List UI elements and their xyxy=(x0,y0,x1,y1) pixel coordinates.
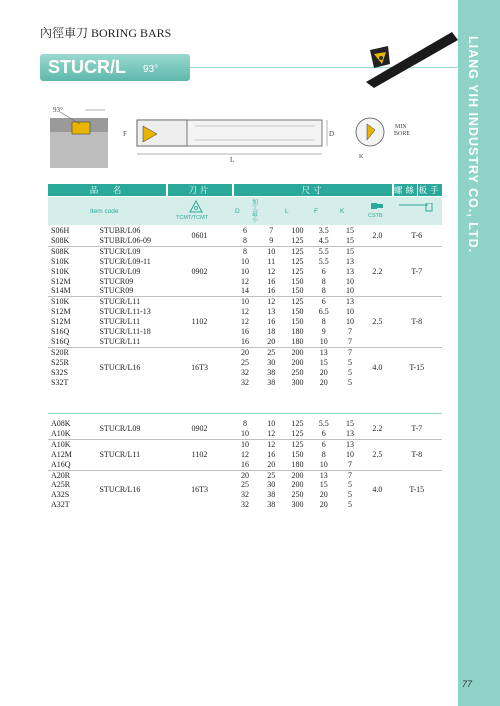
table-cell: 38 xyxy=(267,490,276,500)
table-cell: T-7 xyxy=(391,246,442,297)
table-cell: 10 xyxy=(240,428,249,438)
table-cell: 13 xyxy=(311,470,337,480)
table-cell: 3.5 xyxy=(318,226,329,235)
table-cell: A20R xyxy=(48,470,96,480)
table-cell: STUCR/L16 xyxy=(96,470,167,510)
table-cell: A32S xyxy=(51,490,70,500)
table-cell: STUCR/L09 xyxy=(99,266,141,276)
table-cell: 13 xyxy=(337,297,363,307)
table-row xyxy=(48,439,442,449)
table-cell: 7 xyxy=(348,336,353,346)
table-cell: STUCR/L09 xyxy=(99,423,141,433)
table-cell: 180 xyxy=(291,459,304,469)
table-cell: A32T xyxy=(51,500,70,510)
table-cell: 12 xyxy=(267,266,276,276)
table-cell: 20 xyxy=(267,459,276,469)
table-cell: S12M xyxy=(51,276,71,286)
table-cell: 16 xyxy=(240,336,249,346)
table-cell: STUCR09 xyxy=(99,276,134,286)
table-cell: 10 xyxy=(267,419,276,428)
table-cell: 10 xyxy=(346,317,355,327)
table-cell: 32 xyxy=(240,367,249,377)
table-cell: 8 xyxy=(321,317,326,327)
f-label: F xyxy=(123,130,127,138)
table-cell: T-6 xyxy=(411,230,423,240)
table-cell: T-8 xyxy=(391,297,442,348)
table-column-header xyxy=(48,197,442,225)
table-cell: 5 xyxy=(348,377,353,387)
table-cell: S32S xyxy=(51,367,68,377)
table-cell: T-15 xyxy=(391,470,442,510)
table-cell: STUBR/L06-09 xyxy=(99,235,152,245)
table-cell: 4.0 xyxy=(363,347,391,387)
table-cell: 13 xyxy=(346,256,355,266)
table-cell: 10 xyxy=(346,286,355,296)
table-cell: 13 xyxy=(346,266,355,276)
table-cell: 125 xyxy=(291,235,304,245)
d-label: D xyxy=(329,130,335,138)
table-cell: S14M xyxy=(51,286,71,296)
table-cell: 10 xyxy=(319,336,328,346)
table-cell: A12M xyxy=(51,449,72,459)
table-cell: 6 xyxy=(321,266,326,276)
table-cell: STUCR/L11 xyxy=(99,317,141,327)
table-cell: 8 xyxy=(232,246,258,256)
col-item-code: Item code xyxy=(90,208,119,215)
table-cell: STUBR/L06 xyxy=(99,226,141,235)
table-cell: STUCR/L11 xyxy=(96,439,167,470)
bore-label: BORE xyxy=(394,131,411,137)
k-label: K xyxy=(359,154,364,160)
table-cell: 2.2 xyxy=(363,246,391,297)
table-cell: 300 xyxy=(291,500,304,510)
table-cell: 15 xyxy=(337,246,363,256)
table-cell: 12 xyxy=(258,297,284,307)
table-row xyxy=(48,470,442,480)
table-cell: 6 xyxy=(321,428,326,438)
table-cell: 38 xyxy=(267,367,276,377)
table-cell: S16Q xyxy=(51,336,70,346)
table-cell: 5 xyxy=(348,367,353,377)
table-cell: 0902 xyxy=(191,423,208,433)
table-cell: 2.0 xyxy=(372,230,383,240)
table-cell: 20 xyxy=(319,367,328,377)
table-cell: 10 xyxy=(232,297,258,307)
table-cell: 200 xyxy=(291,357,304,367)
table-cell: 10 xyxy=(232,439,258,449)
table-cell: 250 xyxy=(291,490,304,500)
brand-sidebar xyxy=(458,0,500,706)
table-cell: S16Q xyxy=(51,327,70,337)
insert-triangle-icon xyxy=(189,200,203,213)
table-cell: 13 xyxy=(267,307,276,317)
table-cell: 16T3 xyxy=(167,347,232,387)
model-title-bar xyxy=(40,54,190,81)
table-cell: 0601 xyxy=(191,230,208,240)
table-cell: 16 xyxy=(267,317,276,327)
model-name: STUCR/L xyxy=(48,57,126,77)
table-cell: 125 xyxy=(291,266,304,276)
table-cell: 2.2 xyxy=(372,423,383,433)
table-cell: STUCR/L11 xyxy=(99,336,141,346)
table-cell: 250 xyxy=(291,367,304,377)
l-label: L xyxy=(230,156,235,164)
company-name: LIANG YIH INDUSTRY CO., LTD. xyxy=(466,36,480,254)
table-cell: 150 xyxy=(291,307,304,317)
table-cell: 12 xyxy=(240,307,249,317)
table-cell: 125 xyxy=(284,439,310,449)
table-cell: 20 xyxy=(232,347,258,357)
table-cell: 0902 xyxy=(167,246,232,297)
approach-angle: 93° xyxy=(143,64,159,75)
table-cell: 15 xyxy=(346,226,355,235)
angle-label: 93° xyxy=(53,106,63,114)
table-cell: 5 xyxy=(348,490,353,500)
table-cell: 2.5 xyxy=(363,297,391,348)
table-cell: 125 xyxy=(284,297,310,307)
table-cell: 15 xyxy=(346,235,355,245)
table-cell: 125 xyxy=(291,256,304,266)
table-cell: 20 xyxy=(232,470,258,480)
table-cell: 9 xyxy=(269,235,274,245)
table-cell: 150 xyxy=(291,286,304,296)
table-cell: 25 xyxy=(240,480,249,490)
col-screw-code: CSTB xyxy=(368,213,383,219)
table-cell: 11 xyxy=(267,256,276,266)
table-cell: 16 xyxy=(240,459,249,469)
table-cell: 8 xyxy=(242,419,247,428)
table-cell: 8 xyxy=(321,286,326,296)
table-cell: S10K xyxy=(48,297,96,307)
table-cell: 10 xyxy=(240,266,249,276)
table-row xyxy=(48,246,442,256)
table-cell: S25R xyxy=(51,357,69,367)
table-cell: 16 xyxy=(267,276,276,286)
table-cell: 5 xyxy=(348,480,353,490)
table-cell: 15 xyxy=(346,419,355,428)
table-cell: A25R xyxy=(51,480,71,490)
col-f: F xyxy=(314,208,318,215)
table-cell: 5 xyxy=(348,500,353,510)
table-cell: T-7 xyxy=(411,423,423,433)
table-cell: 7 xyxy=(269,226,274,235)
table-cell: 38 xyxy=(267,500,276,510)
table-cell: 32 xyxy=(240,490,249,500)
table-cell: 10 xyxy=(319,459,328,469)
table-cell: 150 xyxy=(291,317,304,327)
table-cell: 15 xyxy=(319,480,328,490)
tool-diagram xyxy=(45,100,460,180)
table-cell: 12 xyxy=(267,428,276,438)
table-cell: A10K xyxy=(51,428,71,438)
table-cell: 6 xyxy=(242,226,247,235)
table-cell: 16 xyxy=(240,327,249,337)
table-cell: 7 xyxy=(337,347,363,357)
table-cell: 13 xyxy=(337,439,363,449)
table-cell: 4.5 xyxy=(318,235,329,245)
table-cell: S12M xyxy=(51,307,71,317)
table-cell: 125 xyxy=(284,246,310,256)
table-cell: S10K xyxy=(51,266,70,276)
table-cell: 13 xyxy=(311,347,337,357)
table-cell: STUCR/L09 xyxy=(96,246,167,256)
table-cell: 12 xyxy=(240,317,249,327)
table-cell: 6 xyxy=(311,439,337,449)
table-cell: 200 xyxy=(284,470,310,480)
col-insert-type: TCMT/TCMT xyxy=(176,215,209,221)
table-cell: 2.5 xyxy=(363,439,391,470)
table-row xyxy=(48,297,442,307)
page-number: 77 xyxy=(462,679,473,689)
table-cell: 8 xyxy=(242,235,247,245)
table-cell: S32T xyxy=(51,377,69,387)
col-min-bore: 加工最小 xyxy=(252,200,259,224)
table-cell: 20 xyxy=(267,336,276,346)
table-cell: 30 xyxy=(267,357,276,367)
table-cell: 8 xyxy=(321,276,326,286)
table-cell: 12 xyxy=(240,449,249,459)
table-cell: 7 xyxy=(348,327,353,337)
table-cell: 180 xyxy=(291,336,304,346)
screw-icon xyxy=(370,201,384,211)
table-cell: STUCR/L09-11 xyxy=(99,256,151,266)
table-cell: 6.5 xyxy=(318,307,329,317)
table-cell: 5.5 xyxy=(318,419,329,428)
table-cell: 150 xyxy=(291,449,304,459)
table-cell: S06H xyxy=(51,226,70,235)
table-cell: 16T3 xyxy=(167,470,232,510)
table-cell: 13 xyxy=(346,428,355,438)
table-cell: 32 xyxy=(240,500,249,510)
table-cell: 30 xyxy=(267,480,276,490)
section-title: 內徑車刀 BORING BARS xyxy=(40,26,172,40)
table-cell: STUCR/L11-13 xyxy=(99,307,151,317)
table-cell: 38 xyxy=(267,377,276,387)
table-cell: T-15 xyxy=(391,347,442,387)
table-cell: 20 xyxy=(319,377,328,387)
table-cell: 25 xyxy=(258,347,284,357)
table-cell: A10K xyxy=(48,439,96,449)
table-cell: 150 xyxy=(291,276,304,286)
table-cell: 7 xyxy=(337,470,363,480)
table-cell: STUCR/L11-18 xyxy=(99,327,151,337)
group-dimensions: 尺寸 xyxy=(234,184,392,196)
group-wrench: 板手 xyxy=(418,185,442,195)
spec-table-top xyxy=(48,226,442,388)
table-cell: 4.0 xyxy=(363,470,391,510)
table-row xyxy=(48,226,442,236)
table-cell: 100 xyxy=(291,226,304,235)
table-cell: 10 xyxy=(258,246,284,256)
table-cell: 1102 xyxy=(167,297,232,348)
table-cell: 12 xyxy=(258,439,284,449)
table-cell: 16 xyxy=(267,449,276,459)
table-cell: 300 xyxy=(291,377,304,387)
table-cell: A16Q xyxy=(51,459,71,469)
table-cell: 200 xyxy=(284,347,310,357)
table-row xyxy=(48,347,442,357)
table-cell: 5.5 xyxy=(311,246,337,256)
table-cell: S10K xyxy=(51,256,70,266)
col-l: L xyxy=(285,208,289,215)
table-cell: 32 xyxy=(240,377,249,387)
table-cell: STUCR/L11 xyxy=(96,297,167,307)
table-cell: 12 xyxy=(240,276,249,286)
wrench-icon xyxy=(398,203,434,213)
table-cell: 5 xyxy=(348,357,353,367)
col-d: D xyxy=(235,208,240,215)
table-cell: STUCR09 xyxy=(99,286,134,296)
table-cell: 1102 xyxy=(167,439,232,470)
group-item: 品 名 xyxy=(48,184,166,196)
table-cell: 20 xyxy=(319,490,328,500)
table-cell: 15 xyxy=(319,357,328,367)
table-cell: A08K xyxy=(51,419,71,428)
table-cell: 10 xyxy=(240,256,249,266)
group-screw: 螺絲 xyxy=(394,185,418,195)
table-cell: 200 xyxy=(291,480,304,490)
table-cell: 10 xyxy=(346,307,355,317)
table-cell: S08K xyxy=(48,246,96,256)
table-cell: 25 xyxy=(240,357,249,367)
table-cell: 9 xyxy=(321,327,326,337)
table-cell: S12M xyxy=(51,317,71,327)
table-cell: T-8 xyxy=(391,439,442,470)
spec-table-bottom xyxy=(48,419,442,510)
group-insert: 刀片 xyxy=(168,184,232,196)
table-cell: 180 xyxy=(291,327,304,337)
table-cell: 125 xyxy=(291,428,304,438)
table-cell: 20 xyxy=(319,500,328,510)
col-k: K xyxy=(340,208,345,215)
table-cell: 125 xyxy=(291,419,304,428)
table-cell: 6 xyxy=(311,297,337,307)
min-bore-label: MIN xyxy=(395,124,407,130)
table-cell: S08K xyxy=(51,235,70,245)
table-cell: 14 xyxy=(240,286,249,296)
table-cell: 16 xyxy=(267,286,276,296)
boring-bar-photo xyxy=(360,26,460,88)
table-row xyxy=(48,419,442,429)
table-cell: 18 xyxy=(267,327,276,337)
table-cell: 7 xyxy=(348,459,353,469)
table-cell: S20R xyxy=(48,347,96,357)
table-cell: 10 xyxy=(346,449,355,459)
table-cell: 10 xyxy=(346,276,355,286)
table-cell: STUCR/L16 xyxy=(96,347,167,387)
table-cell: 5.5 xyxy=(318,256,329,266)
table-divider xyxy=(48,413,442,418)
table-cell: 25 xyxy=(258,470,284,480)
table-cell: 8 xyxy=(321,449,326,459)
